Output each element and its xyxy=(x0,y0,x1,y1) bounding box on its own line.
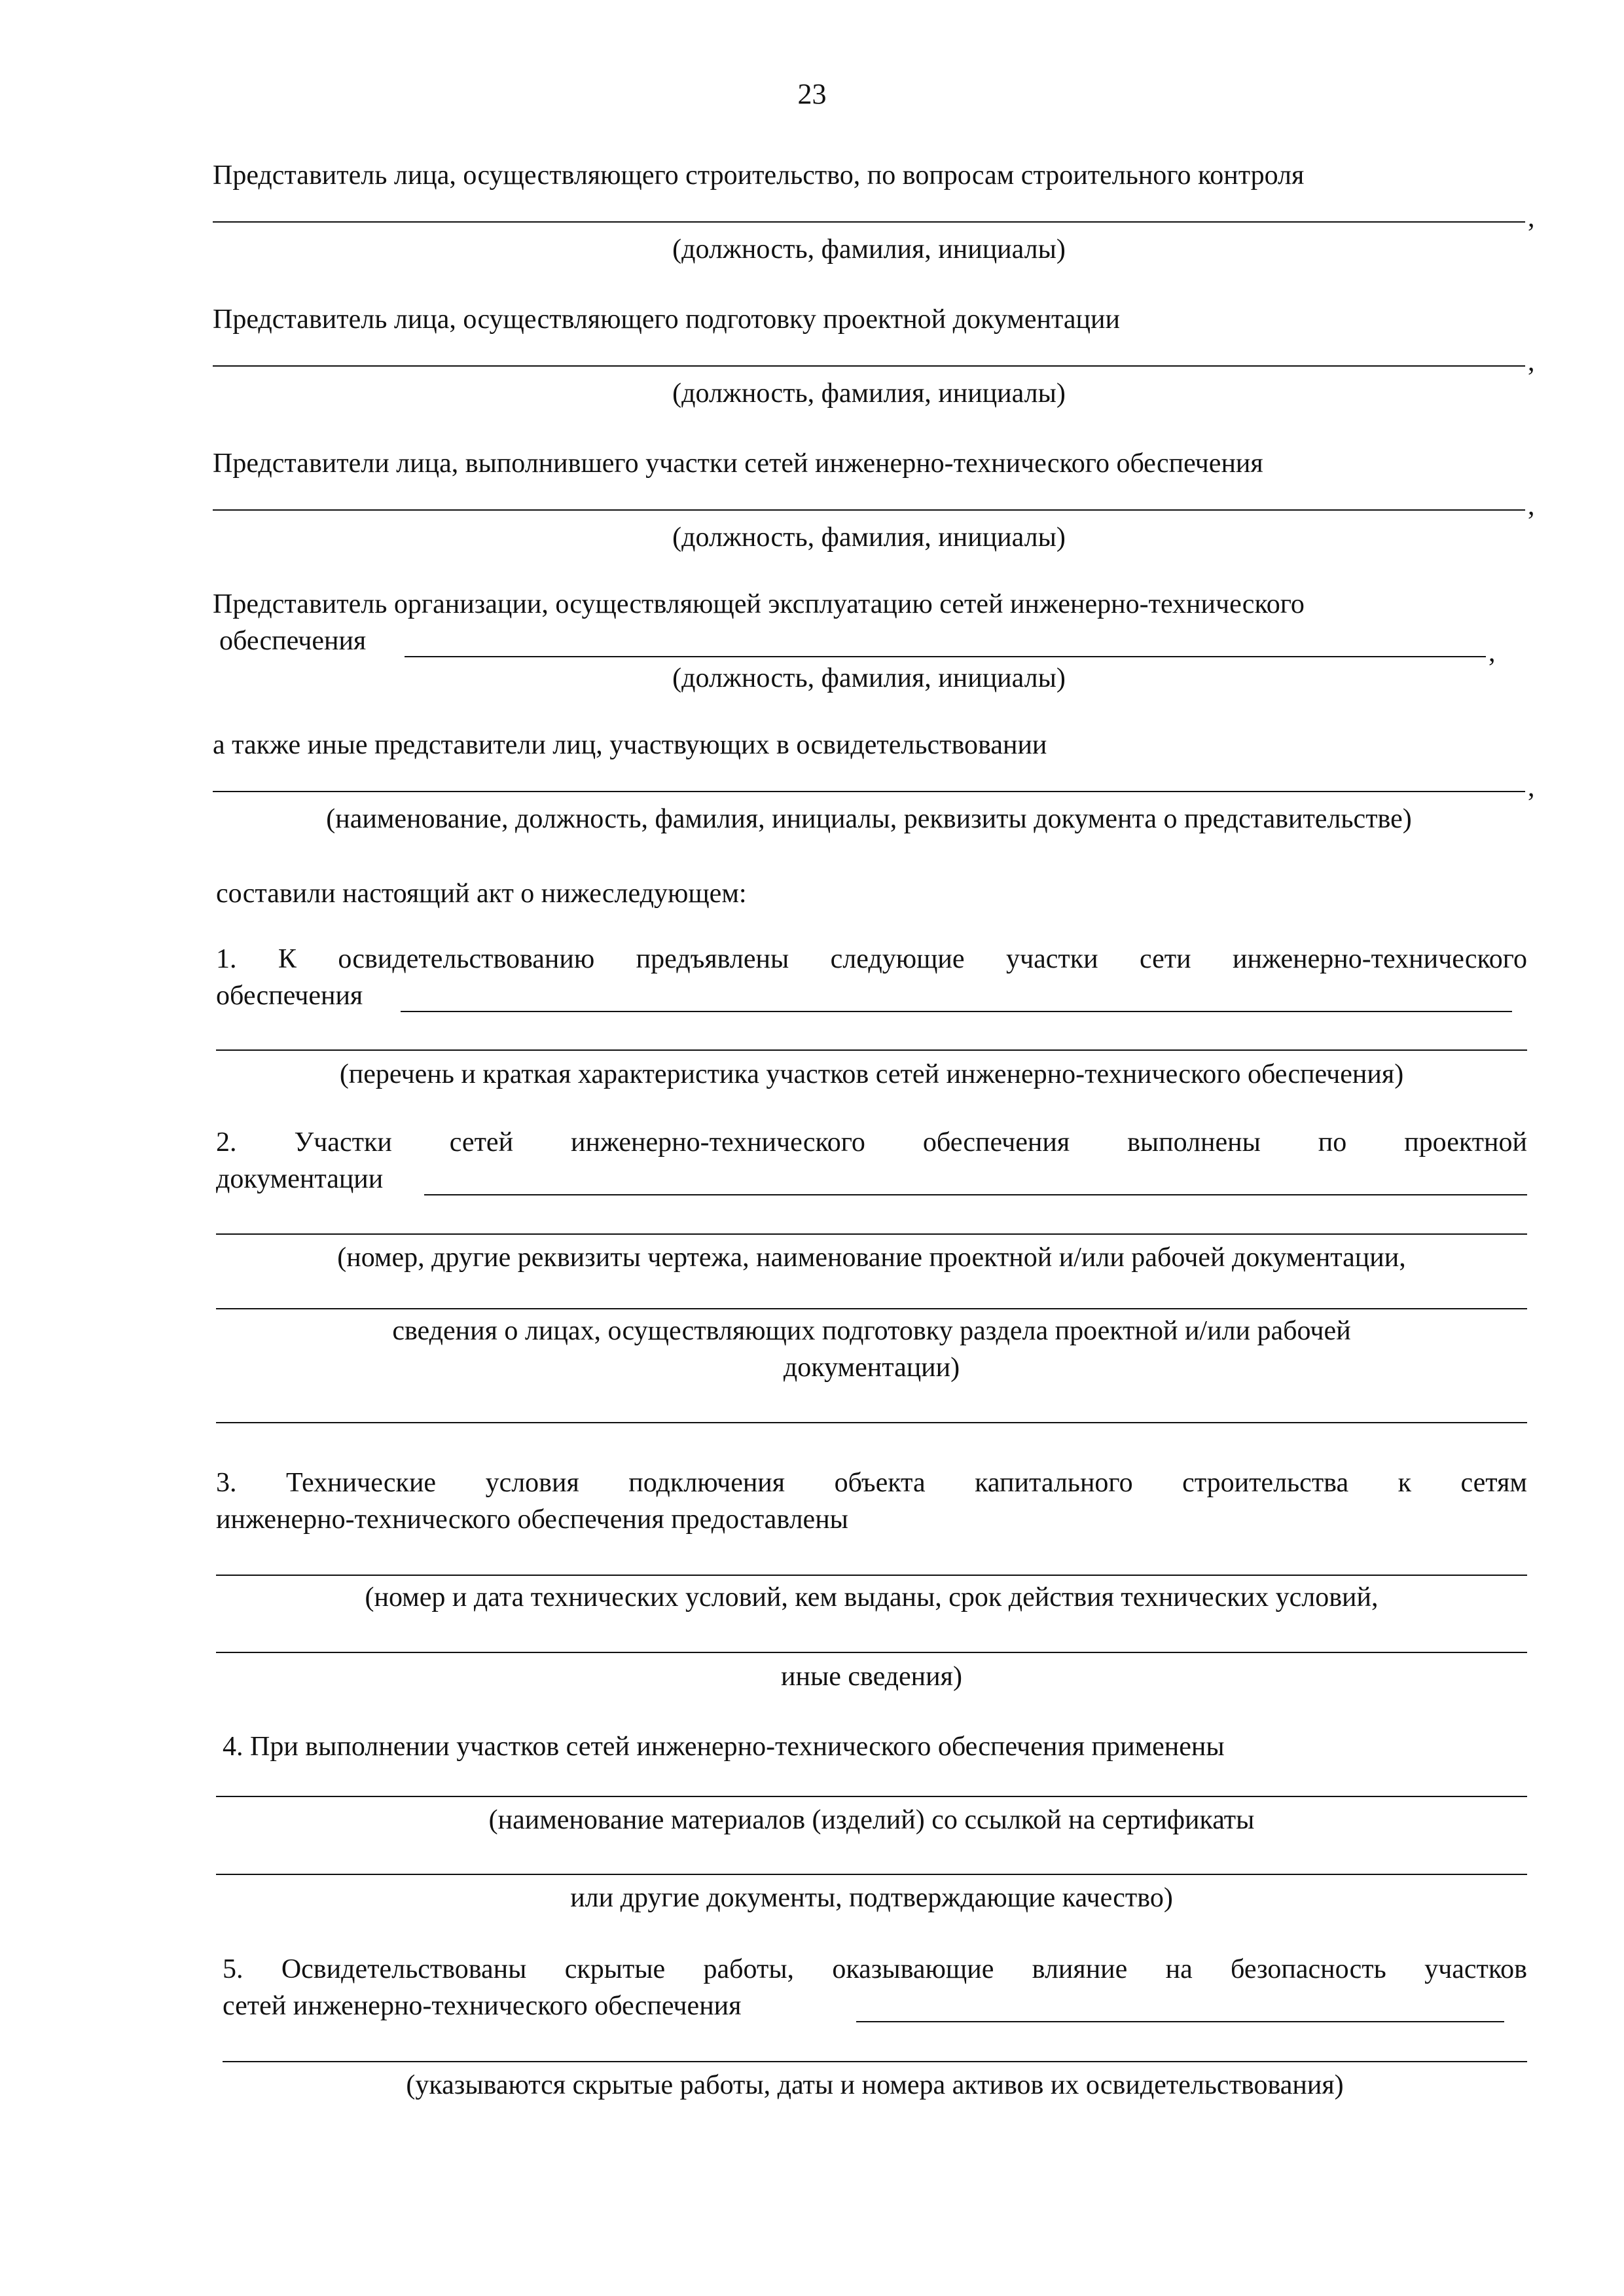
construction-control-label: Представитель лица, осуществляющего строительство, по вопросам строительного контроля xyxy=(213,160,1305,191)
item2-caption1: (номер, другие реквизиты чертежа, наименование проектной и/или рабочей документации, xyxy=(337,1243,1406,1273)
item3-caption1: (номер и дата технических условий, кем выданы, срок действия технических условий, xyxy=(365,1582,1379,1613)
item4-fill-line-1 xyxy=(216,1796,1527,1797)
item4-caption2: или другие документы, подтверждающие качество) xyxy=(570,1883,1173,1913)
item2-line1: 2. Участки сетей инженерно-технического обеспечения выполнены по проектной xyxy=(216,1127,1527,1157)
comma-mark: , xyxy=(1528,773,1535,803)
design-preparation-fill-line xyxy=(213,365,1525,367)
item5-line1: 5. Освидетельствованы скрытые работы, оказывающие влияние на безопасность участков xyxy=(223,1954,1527,1984)
item5-caption: (указываются скрытые работы, даты и номера активов их освидетельствования) xyxy=(406,2070,1344,2100)
item2-line2: документации xyxy=(216,1164,384,1194)
item4-fill-line-2 xyxy=(216,1874,1527,1875)
item1-caption: (перечень и краткая характеристика участков сетей инженерно-технического обеспечения) xyxy=(339,1059,1404,1089)
network-contractor-caption: (должность, фамилия, инициалы) xyxy=(672,522,1066,553)
item1-fill-line-1 xyxy=(401,1011,1512,1012)
other-representatives-fill-line xyxy=(213,791,1525,792)
design-preparation-caption: (должность, фамилия, инициалы) xyxy=(672,378,1066,409)
item1-line1: 1. К освидетельствованию предъявлены следующие участки сети инженерно-технического xyxy=(216,944,1527,974)
page-number: 23 xyxy=(797,78,827,110)
item2-fill-line-4 xyxy=(216,1422,1527,1423)
item5-line2: сетей инженерно-технического обеспечения xyxy=(223,1991,742,2021)
operating-org-label-line2: обеспечения xyxy=(219,626,367,656)
operating-org-caption: (должность, фамилия, инициалы) xyxy=(672,663,1066,693)
network-contractor-fill-line xyxy=(213,509,1525,511)
other-representatives-label: а также иные представители лиц, участвующих в освидетельствовании xyxy=(213,730,1047,760)
network-contractor-label: Представители лица, выполнившего участки сетей инженерно-технического обеспечения xyxy=(213,448,1263,479)
item5-fill-line-1 xyxy=(856,2021,1504,2022)
item5-fill-line-2 xyxy=(223,2061,1527,2062)
item2-caption2-line1: сведения о лицах, осуществляющих подготовку раздела проектной и/или рабочей xyxy=(392,1316,1351,1346)
operating-org-label-line1: Представитель организации, осуществляющей эксплуатацию сетей инженерно-технического xyxy=(213,589,1305,619)
item2-fill-line-1 xyxy=(424,1194,1527,1195)
comma-mark: , xyxy=(1528,203,1535,233)
item4-line1: 4. При выполнении участков сетей инженерно-технического обеспечения применены xyxy=(223,1732,1225,1762)
design-preparation-label: Представитель лица, осуществляющего подготовку проектной документации xyxy=(213,304,1120,335)
other-representatives-caption: (наименование, должность, фамилия, инициалы, реквизиты документа о представительстве) xyxy=(326,804,1412,834)
operating-org-fill-line xyxy=(405,656,1486,657)
construction-control-fill-line xyxy=(213,221,1525,223)
item3-fill-line-2 xyxy=(216,1652,1527,1653)
intro-text: составили настоящий акт о нижеследующем: xyxy=(216,879,747,909)
item2-fill-line-2 xyxy=(216,1233,1527,1235)
item3-line1: 3. Технические условия подключения объекта капитального строительства к сетям xyxy=(216,1468,1527,1498)
item1-fill-line-2 xyxy=(216,1049,1527,1051)
item3-fill-line-1 xyxy=(216,1575,1527,1576)
item4-caption1: (наименование материалов (изделий) со ссылкой на сертификаты xyxy=(488,1805,1255,1835)
comma-mark: , xyxy=(1489,638,1496,668)
item1-line2: обеспечения xyxy=(216,981,363,1011)
item2-caption2-line2: документации) xyxy=(783,1353,960,1383)
construction-control-caption: (должность, фамилия, инициалы) xyxy=(672,234,1066,264)
item3-line2: инженерно-технического обеспечения предоставлены xyxy=(216,1504,848,1535)
comma-mark: , xyxy=(1528,491,1535,521)
item2-fill-line-3 xyxy=(216,1308,1527,1309)
item3-caption2: иные сведения) xyxy=(781,1662,962,1692)
comma-mark: , xyxy=(1528,347,1535,377)
